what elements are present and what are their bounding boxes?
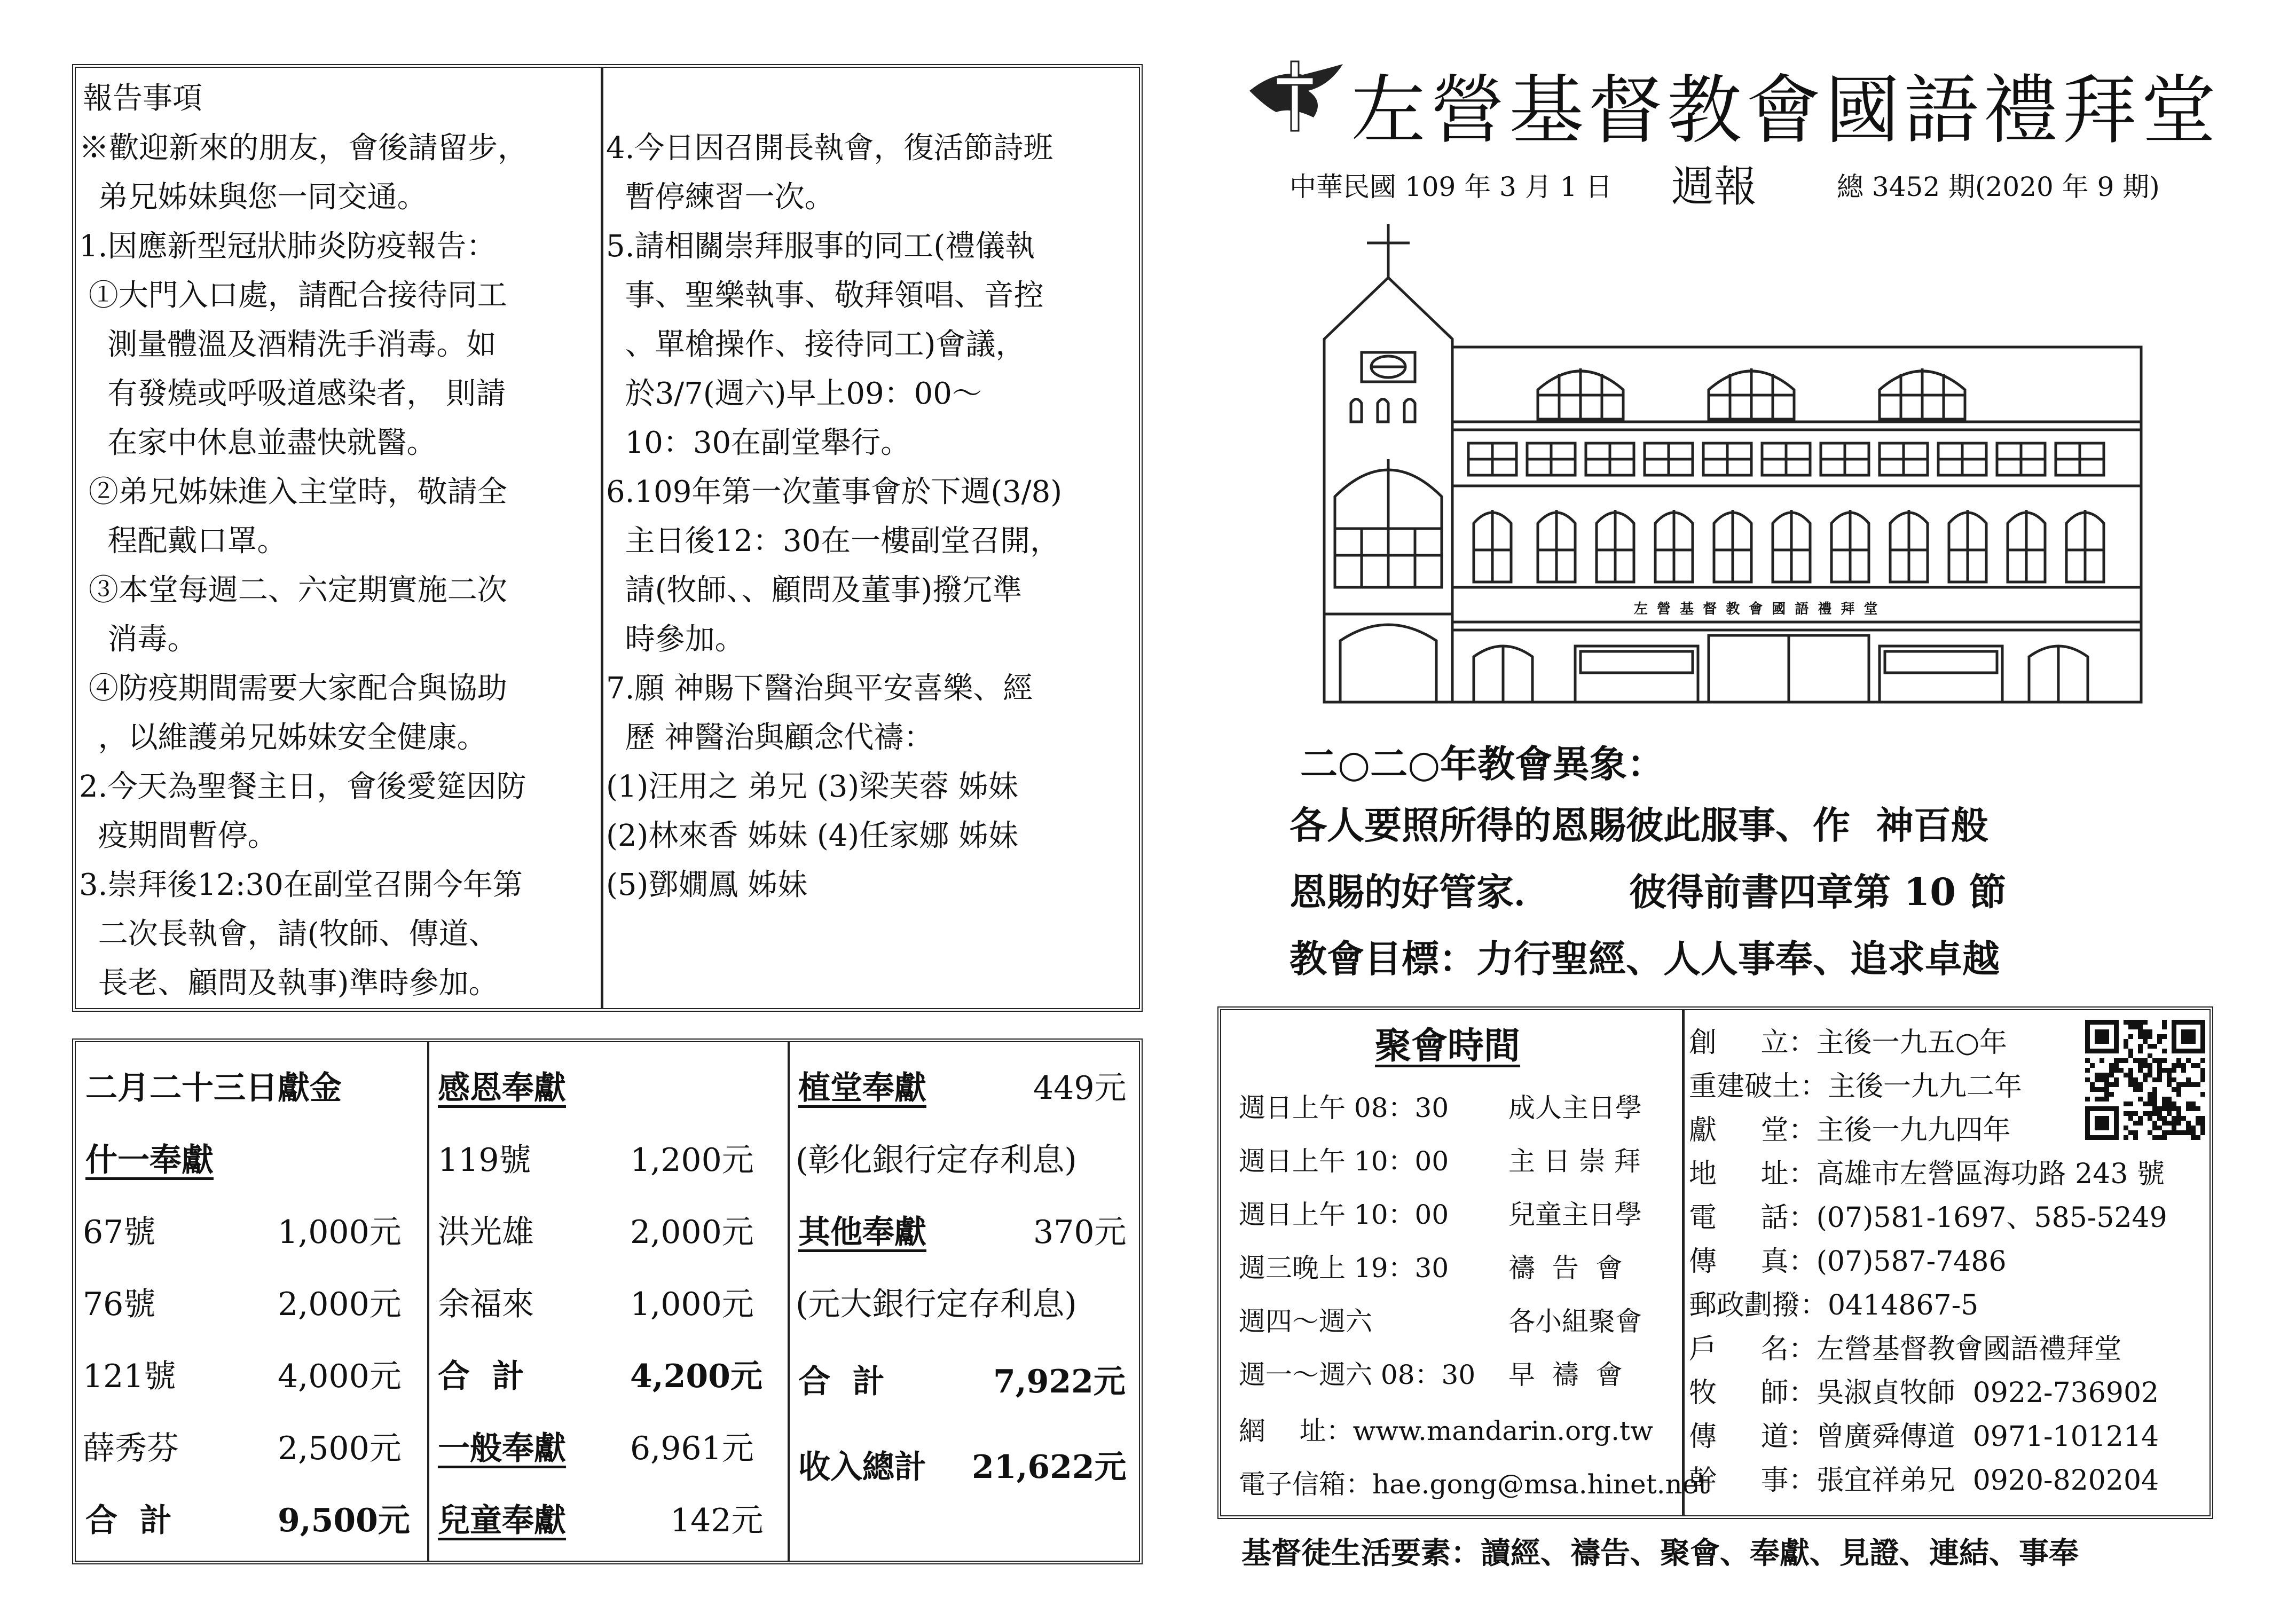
meeting-time: 週四～週六 — [1239, 1306, 1372, 1337]
bulletin-issue: 總 3452 期(2020 年 9 期) — [1837, 171, 2160, 202]
announcement-line: 、單槍操作、接待同工)會議， — [606, 327, 1026, 362]
church-info-row: 地 址：高雄市左營區海功路 243 號 — [1689, 1158, 2165, 1190]
qr-code-icon — [2085, 1020, 2205, 1140]
tithe-label: 什一奉獻 — [85, 1142, 214, 1179]
tithe-row-name: 67號 — [83, 1214, 156, 1251]
meeting-times-title: 聚會時間 — [1375, 1025, 1521, 1067]
bulletin-date: 中華民國 109 年 3 月 1 日 — [1289, 171, 1613, 202]
meeting-name: 主 日 崇 拜 — [1508, 1146, 1641, 1177]
children-offering-label: 兒童奉獻 — [438, 1502, 566, 1539]
thanksgiving-total: 4,200元 — [630, 1358, 762, 1395]
church-info-row: 傳 真：(07)587-7486 — [1689, 1246, 2007, 1278]
announcement-line: 4.今日因召開長執會，復活節詩班 — [606, 131, 1053, 166]
general-offering-amount: 6,961元 — [630, 1430, 754, 1467]
meeting-name: 早 禱 會 — [1508, 1359, 1623, 1390]
meeting-name: 各小組聚會 — [1508, 1306, 1642, 1337]
announcement-line: ，以維護弟兄姊妹安全健康。 — [79, 720, 487, 755]
announcement-line: 5.請相關崇拜服事的同工(禮儀執 — [606, 229, 1035, 264]
children-offering-amount: 142元 — [670, 1502, 764, 1539]
meeting-time: 週三晚上 19：30 — [1239, 1253, 1449, 1284]
announcement-line: 有發燒或呼吸道感染者， 則請 — [79, 376, 506, 411]
thanksgiving-total-label: 合 計 — [438, 1358, 524, 1395]
col3-total-label: 合 計 — [798, 1363, 885, 1400]
church-goal: 教會目標：力行聖經、人人事奉、追求卓越 — [1289, 937, 2000, 981]
announcement-line: ①大門入口處，請配合接待同工 — [79, 278, 507, 313]
church-info-row: 牧 師：吳淑貞牧師 0922-736902 — [1689, 1377, 2159, 1409]
church-info-row: 戶 名：左營基督教會國語禮拜堂 — [1689, 1333, 2122, 1365]
website: 網 址：www.mandarin.org.tw — [1239, 1415, 1653, 1446]
meeting-name: 禱 告 會 — [1508, 1253, 1623, 1284]
thanksgiving-row-name: 119號 — [438, 1142, 531, 1179]
church-building-drawing — [1314, 219, 2146, 707]
announcement-line: 歷 神醫治與顧念代禱： — [606, 720, 934, 755]
tithe-row-amount: 4,000元 — [278, 1358, 402, 1395]
announcement-line: 主日後12：30在一樓副堂召開， — [606, 524, 1060, 558]
announcement-line: 長老、顧問及執事)準時參加。 — [79, 966, 499, 1001]
announcement-line: 3.崇拜後12:30在副堂召開今年第 — [79, 868, 523, 902]
income-total: 21,622元 — [972, 1449, 1127, 1486]
tithe-row-amount: 2,500元 — [278, 1430, 402, 1467]
other-offering-label: 其他奉獻 — [798, 1214, 926, 1251]
church-name: 左營基督教會國語禮拜堂 — [1351, 67, 2221, 154]
announcement-line: 弟兄姊妹與您一同交通。 — [79, 180, 427, 215]
announcement-line: ※歡迎新來的朋友，會後請留步， — [79, 131, 528, 166]
announcement-line: ③本堂每週二、六定期實施二次 — [79, 573, 507, 608]
tithe-row-name: 薛秀芬 — [83, 1430, 179, 1467]
meetings-info-divider — [1682, 1009, 1685, 1516]
offerings-divider-1 — [427, 1041, 429, 1562]
church-planting-note: (彰化銀行定存利息) — [796, 1142, 1077, 1179]
thanksgiving-row-amount: 2,000元 — [630, 1214, 754, 1251]
income-total-label: 收入總計 — [798, 1449, 926, 1486]
meeting-time: 週一～週六 08：30 — [1239, 1359, 1476, 1390]
announcement-line: 消毒。 — [79, 622, 198, 657]
col3-total: 7,922元 — [993, 1363, 1126, 1400]
announcements-divider — [601, 67, 603, 1009]
meeting-time: 週日上午 10：00 — [1239, 1146, 1449, 1177]
announcement-line: ④防疫期間需要大家配合與協助 — [79, 671, 507, 706]
church-info-row: 郵政劃撥：0414867-5 — [1689, 1289, 1979, 1321]
announcement-line: 於3/7(週六)早上09：00～ — [606, 376, 982, 411]
announcement-line: 事、聖樂執事、敬拜領唱、音控 — [606, 278, 1044, 313]
offerings-divider-2 — [788, 1041, 790, 1562]
church-info-row: 傳 道：曾廣舜傳道 0971-101214 — [1689, 1421, 2159, 1453]
church-info-row: 獻 堂：主後一九九四年 — [1689, 1114, 2011, 1146]
vision-line-1: 各人要照所得的恩賜彼此服事、作 神百般 — [1289, 803, 1988, 847]
tithe-row-amount: 1,000元 — [278, 1214, 402, 1251]
church-info-row: 電 話：(07)581-1697、585-5249 — [1689, 1202, 2167, 1234]
announcement-line: 1.因應新型冠狀肺炎防疫報告： — [79, 229, 497, 264]
offering-date-title: 二月二十三日獻金 — [85, 1069, 342, 1107]
church-planting-amount: 449元 — [1033, 1069, 1127, 1107]
meeting-time: 週日上午 08：30 — [1239, 1092, 1449, 1123]
general-offering-label: 一般奉獻 — [438, 1430, 566, 1467]
church-info-row: 創 立：主後一九五○年 — [1689, 1027, 2008, 1059]
meeting-name: 成人主日學 — [1508, 1092, 1642, 1123]
church-logo-icon — [1244, 59, 1346, 133]
thanksgiving-row-amount: 1,200元 — [630, 1142, 754, 1179]
announcement-line: 7.願 神賜下醫治與平安喜樂、經 — [606, 671, 1033, 706]
christian-life-essentials: 基督徒生活要素：讀經、禱告、聚會、奉獻、見證、連結、事奉 — [1241, 1536, 2079, 1571]
email: 電子信箱：hae.gong@msa.hinet.net — [1239, 1469, 1709, 1500]
announcement-line: 6.109年第一次董事會於下週(3/8) — [606, 475, 1063, 509]
announcement-line: 10：30在副堂舉行。 — [606, 426, 911, 460]
announcement-line: 請(牧師、、顧問及董事)撥冗準 — [606, 573, 1023, 608]
church-info-row: 重建破土：主後一九九二年 — [1689, 1071, 2023, 1103]
tithe-row-name: 121號 — [83, 1358, 176, 1395]
meeting-time: 週日上午 10：00 — [1239, 1199, 1449, 1230]
announcement-line: 二次長執會，請(牧師、傳道、 — [79, 917, 499, 951]
tithe-total: 9,500元 — [278, 1502, 410, 1539]
announcement-line: 測量體溫及酒精洗手消毒。如 — [79, 327, 497, 362]
announcement-line: ②弟兄姊妹進入主堂時，敬請全 — [79, 475, 507, 509]
building-sign: 左 營 基 督 教 會 國 語 禮 拜 堂 — [1634, 601, 1880, 617]
vision-title: 二○二○年教會異象： — [1300, 742, 1665, 786]
other-offering-note: (元大銀行定存利息) — [796, 1286, 1077, 1323]
church-planting-label: 植堂奉獻 — [798, 1069, 926, 1107]
tithe-row-name: 76號 — [83, 1286, 156, 1323]
tithe-row-amount: 2,000元 — [278, 1286, 402, 1323]
announcement-line: (5)鄧嫺鳳 姊妹 — [606, 868, 808, 902]
tithe-total-label: 合 計 — [85, 1502, 172, 1539]
thanksgiving-row-name: 洪光雄 — [438, 1214, 534, 1251]
bulletin-title: 週報 — [1671, 162, 1757, 211]
announcement-line: 程配戴口罩。 — [79, 524, 287, 558]
vision-line-2: 恩賜的好管家． 彼得前書四章第 10 節 — [1289, 870, 2007, 914]
announcement-line: 時參加。 — [606, 622, 745, 657]
announcements-heading: 報告事項 — [83, 81, 202, 116]
thanksgiving-row-name: 余福來 — [438, 1286, 534, 1323]
meeting-name: 兒童主日學 — [1508, 1199, 1642, 1230]
thanksgiving-row-amount: 1,000元 — [630, 1286, 754, 1323]
announcement-line: 疫期間暫停。 — [79, 819, 278, 853]
other-offering-amount: 370元 — [1033, 1214, 1127, 1251]
announcement-line: 在家中休息並盡快就醫。 — [79, 426, 437, 460]
announcement-line: 2.今天為聖餐主日，會後愛筵因防 — [79, 769, 526, 804]
announcement-line: 暫停練習一次。 — [606, 180, 835, 215]
thanksgiving-label: 感恩奉獻 — [438, 1069, 566, 1107]
announcement-line: (1)汪用之 弟兄 (3)梁芙蓉 姊妹 — [606, 769, 1019, 804]
announcement-line: (2)林來香 姊妹 (4)任家娜 姊妹 — [606, 819, 1019, 853]
church-info-row: 幹 事：張宜祥弟兄 0920-820204 — [1689, 1465, 2159, 1497]
